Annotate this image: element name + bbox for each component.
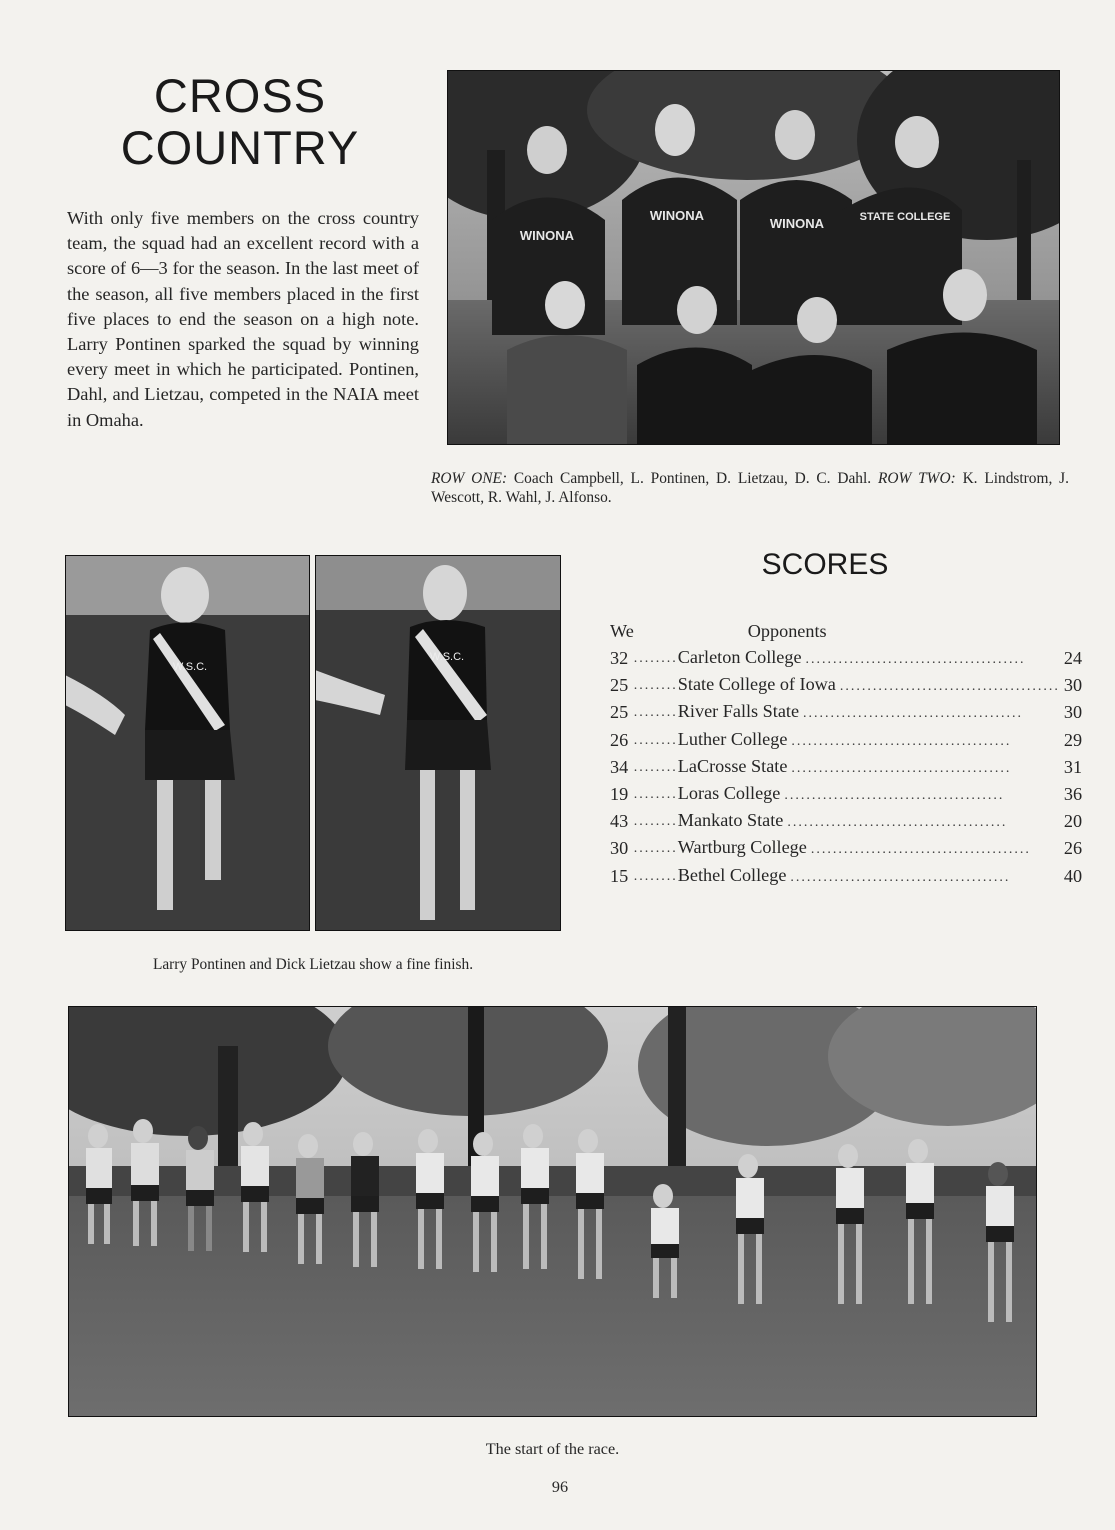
race-start-photo-image (68, 1006, 1037, 1417)
dot-leader (807, 837, 1064, 862)
scores-header-row (610, 619, 1082, 645)
score-row (610, 699, 1082, 726)
score-opponent: Wartburg College ..... (678, 835, 1064, 862)
finish-photo-pontinen (65, 555, 310, 931)
score-opponent: Mankato State ..... (678, 808, 1064, 835)
dot-leader: ........ (633, 787, 678, 803)
score-row (610, 754, 1082, 781)
scores-title: SCORES (761, 548, 889, 581)
score-opponent-points: 26 (1063, 838, 1083, 859)
score-opponent: Luther College ..... (678, 727, 1064, 754)
row-one-names: Coach Campbell, L. Pontinen, D. Lietzau, D. C. Dahl. (513, 470, 872, 487)
score-row (610, 835, 1082, 862)
score-opponent-points: 31 (1063, 756, 1083, 777)
score-opponent: LaCrosse State ..... (678, 754, 1064, 781)
score-row (610, 727, 1082, 754)
team-photo-image (447, 70, 1060, 445)
score-row (610, 781, 1082, 808)
row-two-label: ROW TWO: (877, 470, 956, 487)
finish-photo-1-image (65, 555, 310, 931)
score-opponent-points: 40 (1063, 865, 1083, 886)
intro-paragraph: With only five members on the cross country team, the squad had an excellent record with a score of 6—3 for the season. In the last meet of the season, all five members placed in the first five places to end the season on a high note. Larry Pontinen sparked the squad by winning every meet in which he participated. Pontinen, Dahl, and Lietzau, competed in the NAIA meet in Omaha. (67, 208, 419, 430)
svg-text:WINONA: WINONA (769, 216, 825, 231)
dot-leader (802, 647, 1064, 672)
row-one-label: ROW ONE: (431, 470, 508, 487)
score-we: 34 (610, 756, 629, 777)
score-we: 15 (610, 865, 629, 886)
dot-leader: ........ (633, 732, 678, 748)
dot-leader (787, 729, 1063, 754)
score-opponent-points: 30 (1063, 702, 1083, 723)
svg-text:STATE COLLEGE: STATE COLLEGE (859, 211, 951, 223)
score-opponent-points: 20 (1063, 811, 1083, 832)
dot-leader (783, 810, 1064, 835)
row-two-names: K. Lindstrom, J. Wescott, R. Wahl, J. Alfonso. (431, 470, 1069, 506)
dot-leader (787, 756, 1063, 781)
svg-text:W.S.C.: W.S.C. (172, 661, 208, 673)
score-opponent: Loras College ..... (678, 781, 1064, 808)
header-we: We (610, 621, 634, 642)
dot-leader: ........ (633, 814, 678, 830)
score-row (610, 808, 1082, 835)
score-we: 19 (610, 784, 629, 805)
dot-leader (780, 783, 1064, 808)
score-opponent: State College of Iowa ..... (678, 672, 1064, 699)
score-row (610, 672, 1082, 699)
score-opponent-points: 36 (1063, 784, 1083, 805)
score-opponent-points: 30 (1063, 675, 1083, 696)
score-opponent: Carleton College ..... (678, 645, 1064, 672)
scores-table (610, 619, 1082, 890)
dot-leader (836, 674, 1064, 699)
score-we: 25 (610, 702, 629, 723)
page-title (70, 70, 410, 174)
dot-leader (786, 865, 1064, 890)
page-title-line-2: COUNTRY (120, 121, 360, 174)
race-start-caption: The start of the race. (485, 1440, 620, 1458)
score-opponent-points: 29 (1063, 729, 1083, 750)
svg-text:WINONA: WINONA (519, 228, 575, 243)
score-we: 26 (610, 729, 629, 750)
dot-leader: ........ (633, 759, 678, 775)
score-we: 25 (610, 675, 629, 696)
score-opponent: River Falls State ..... (678, 699, 1064, 726)
svg-text:WINONA: WINONA (649, 208, 705, 223)
race-start-photo (68, 1006, 1037, 1417)
dot-leader: ........ (633, 841, 678, 857)
team-photo (447, 70, 1060, 445)
dot-leader: ........ (633, 651, 678, 666)
score-we: 32 (610, 648, 629, 668)
dot-leader (799, 701, 1064, 726)
score-opponent: Bethel College ..... (678, 863, 1064, 890)
score-opponent-points: 24 (1063, 648, 1083, 668)
dot-leader: ........ (633, 868, 678, 884)
page-number: 96 (551, 1478, 569, 1496)
header-opponents: Opponents (747, 621, 827, 642)
finish-photo-lietzau (315, 555, 561, 931)
finish-photo-caption: Larry Pontinen and Dick Lietzau show a fine finish. (152, 956, 474, 973)
score-we: 43 (610, 811, 629, 832)
svg-text:W.S.C.: W.S.C. (429, 651, 465, 663)
dot-leader: ........ (633, 678, 678, 694)
team-photo-caption (431, 470, 1069, 507)
score-row (610, 645, 1082, 672)
page-title-line-1: CROSS (153, 69, 327, 122)
finish-photo-2-image (315, 555, 561, 931)
score-row (610, 863, 1082, 890)
dot-leader: ........ (633, 705, 678, 721)
score-we: 30 (610, 838, 629, 859)
